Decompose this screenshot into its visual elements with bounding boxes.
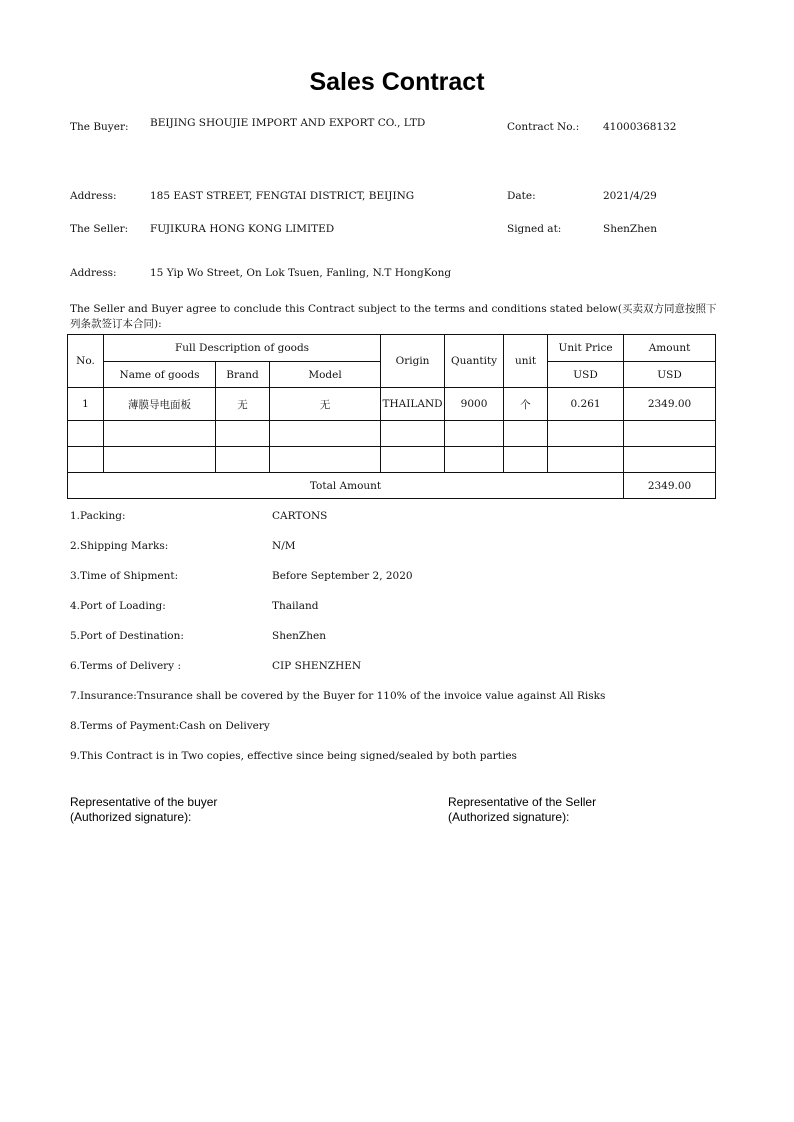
signed-at-value: ShenZhen	[603, 223, 657, 235]
row-name: 薄膜导电面板	[104, 388, 216, 421]
total-value: 2349.00	[624, 473, 716, 499]
contract-no-label: Contract No.:	[507, 121, 580, 133]
row-unit: 个	[504, 388, 548, 421]
signed-at-label: Signed at:	[507, 223, 562, 235]
term-shipment-time-value: Before September 2, 2020	[272, 570, 413, 582]
contract-no-value: 41000368132	[603, 121, 677, 133]
header-unit: unit	[504, 335, 548, 388]
row-origin: THAILAND	[381, 388, 445, 421]
buyer-authorized-signature: (Authorized signature):	[70, 810, 192, 824]
total-label: Total Amount	[68, 473, 624, 499]
header-amount: Amount	[624, 335, 716, 362]
term-insurance: 7.Insurance:Tnsurance shall be covered by the Buyer for 110% of the invoice value against All Risks	[70, 690, 606, 702]
buyer-address-label: Address:	[70, 190, 117, 202]
table-total-row	[68, 473, 716, 499]
term-packing-value: CARTONS	[272, 510, 328, 522]
term-port-loading-label: 4.Port of Loading:	[70, 600, 166, 612]
buyer-representative-title: Representative of the buyer	[70, 795, 218, 809]
term-shipping-marks-label: 2.Shipping Marks:	[70, 540, 169, 552]
table-row-empty	[68, 421, 716, 447]
header-name-of-goods: Name of goods	[104, 362, 216, 388]
header-brand: Brand	[216, 362, 270, 388]
row-amount: 2349.00	[624, 388, 716, 421]
header-quantity: Quantity	[445, 335, 504, 388]
term-copies: 9.This Contract is in Two copies, effective since being signed/sealed by both parties	[70, 750, 517, 762]
term-packing-label: 1.Packing:	[70, 510, 126, 522]
header-amount-currency: USD	[624, 362, 716, 388]
seller-label: The Seller:	[70, 223, 129, 235]
header-no: No.	[68, 335, 104, 388]
term-payment: 8.Terms of Payment:Cash on Delivery	[70, 720, 270, 732]
header-model: Model	[270, 362, 381, 388]
seller-value: FUJIKURA HONG KONG LIMITED	[150, 223, 335, 235]
term-port-destination-label: 5.Port of Destination:	[70, 630, 184, 642]
page-title: Sales Contract	[309, 68, 485, 96]
term-shipping-marks-value: N/M	[272, 540, 296, 552]
header-description: Full Description of goods	[104, 335, 381, 362]
buyer-address-value: 185 EAST STREET, FENGTAI DISTRICT, BEIJING	[150, 190, 415, 202]
term-delivery-label: 6.Terms of Delivery :	[70, 660, 181, 672]
goods-table	[67, 334, 716, 499]
seller-address-label: Address:	[70, 267, 117, 279]
header-origin: Origin	[381, 335, 445, 388]
term-port-destination-value: ShenZhen	[272, 630, 326, 642]
seller-representative-title: Representative of the Seller	[448, 795, 597, 809]
buyer-value: BEIJING SHOUJIE IMPORT AND EXPORT CO., LTD	[150, 117, 426, 129]
row-no: 1	[68, 388, 104, 421]
table-row	[68, 388, 716, 421]
date-value: 2021/4/29	[603, 190, 657, 202]
seller-authorized-signature: (Authorized signature):	[448, 810, 570, 824]
term-port-loading-value: Thailand	[272, 600, 319, 612]
row-unit-price: 0.261	[548, 388, 624, 421]
row-quantity: 9000	[445, 388, 504, 421]
term-shipment-time-label: 3.Time of Shipment:	[70, 570, 179, 582]
seller-address-value: 15 Yip Wo Street, On Lok Tsuen, Fanling, N.T HongKong	[150, 267, 452, 279]
row-brand: 无	[216, 388, 270, 421]
header-unit-price-currency: USD	[548, 362, 624, 388]
term-delivery-value: CIP SHENZHEN	[272, 660, 362, 672]
date-label: Date:	[507, 190, 536, 202]
header-unit-price: Unit Price	[548, 335, 624, 362]
row-model: 无	[270, 388, 381, 421]
contract-intro: The Seller and Buyer agree to conclude this Contract subject to the terms and conditions stated below(买卖双方同意按照下列条款签订本合同):	[70, 303, 717, 330]
table-row-empty	[68, 447, 716, 473]
buyer-label: The Buyer:	[70, 121, 129, 133]
